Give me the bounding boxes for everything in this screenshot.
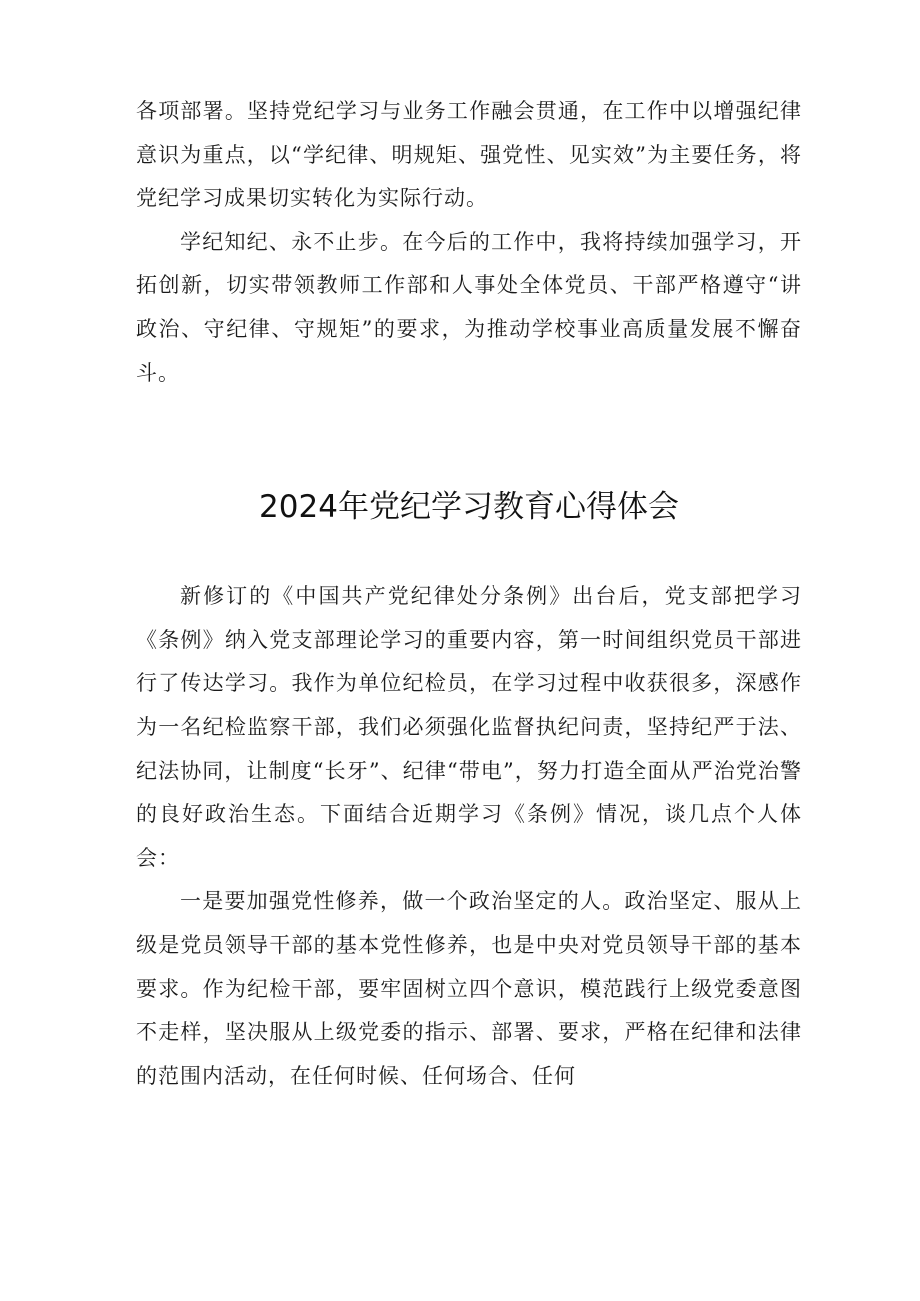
paragraph: 新修订的《中国共产党纪律处分条例》出台后，党支部把学习《条例》纳入党支部理论学习的重要内容，第一时间组织党员干部进行了传达学习。我作为单位纪检员，在学习过程中收获很多，深感作为一名纪检监察干部，我们必须强化监督执纪问责，坚持纪严于法、纪法协同，让制度“长牙”、纪律“带电”，努力打造全面从严治党治警的良好政治生态。下面结合近期学习《条例》情况，谈几点个人体会：: [136, 584, 802, 870]
section-title-wrap: [136, 487, 802, 527]
continued-section: [136, 90, 802, 395]
paragraph: 各项部署。坚持党纪学习与业务工作融会贯通，在工作中以增强纪律意识为重点，以“学纪律、明规矩、强党性、见实效”为主要任务，将党纪学习成果切实转化为实际行动。: [136, 99, 802, 211]
section-body: [136, 575, 802, 1098]
paragraph: 学纪知纪、永不止步。在今后的工作中，我将持续加强学习，开拓创新，切实带领教师工作部和人事处全体党员、干部严格遵守“讲政治、守纪律、守规矩”的要求，为推动学校事业高质量发展不懈奋斗。: [136, 229, 802, 385]
paragraph: 一是要加强党性修养，做一个政治坚定的人。政治坚定、服从上级是党员领导干部的基本党性修养，也是中央对党员领导干部的基本要求。作为纪检干部，要牢固树立四个意识，模范践行上级党委意图不走样，坚决服从上级党委的指示、部署、要求，严格在纪律和法律的范围内活动，在任何时候、任何场合、任何: [136, 889, 802, 1088]
section-title: 2024年党纪学习教育心得体会: [259, 489, 679, 526]
